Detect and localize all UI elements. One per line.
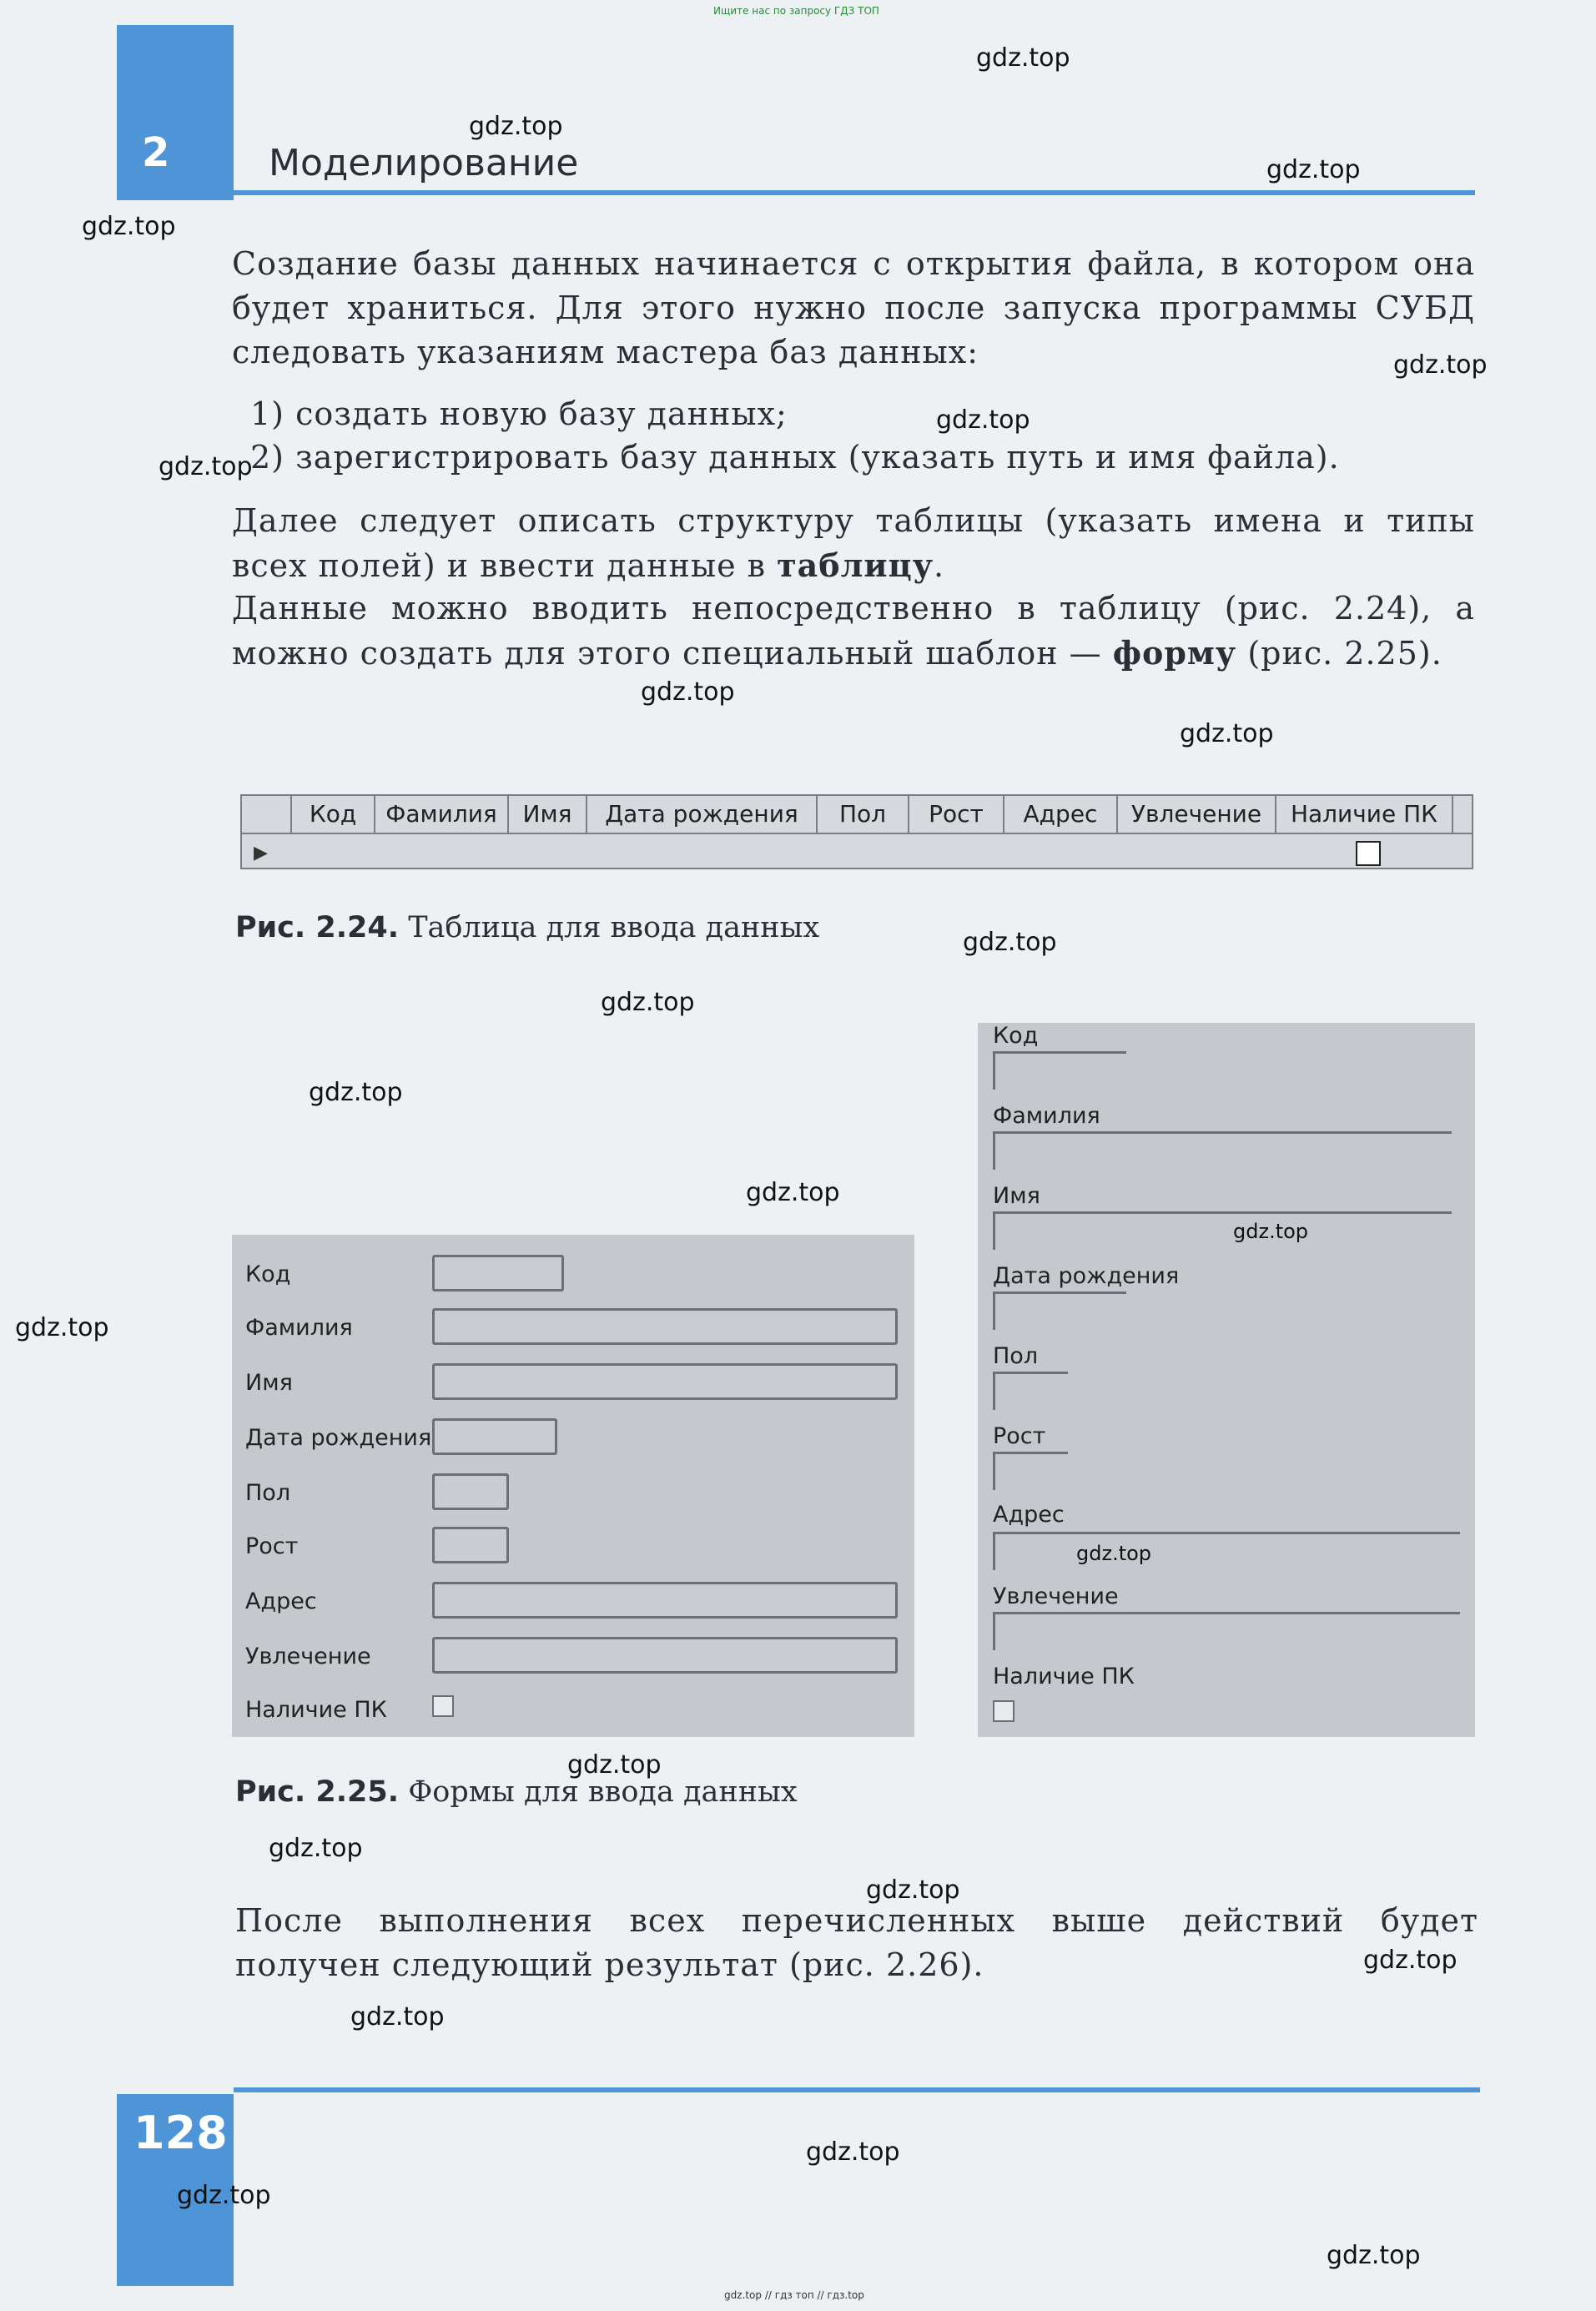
birthdate-field[interactable] xyxy=(432,1418,557,1455)
address-field[interactable] xyxy=(432,1582,898,1619)
field-label: Дата рождения xyxy=(993,1263,1180,1289)
watermark: gdz.top xyxy=(866,1875,960,1905)
column-header: Адрес xyxy=(1004,796,1118,833)
watermark: gdz.top xyxy=(469,112,563,141)
form-horizontal xyxy=(232,1235,914,1737)
has-pc-checkbox[interactable] xyxy=(432,1695,454,1717)
step-2: 2) зарегистрировать базу данных (указать путь и имя файла). xyxy=(250,439,1340,476)
watermark: gdz.top xyxy=(641,677,735,707)
figure-225-caption: Рис. 2.25. Формы для ввода данных xyxy=(235,1775,798,1809)
paragraph-2: Далее следует описать структуру таблицы (указать имена и типы всех полей) и ввести данные в таблицу. xyxy=(232,502,1475,584)
surname-field[interactable] xyxy=(993,1131,1452,1170)
watermark: gdz.top xyxy=(15,1313,109,1342)
watermark: gdz.top xyxy=(159,452,253,481)
paragraph-4: После выполнения всех перечисленных выше действий будет получен следующий результат (рис. 2.26). xyxy=(235,1902,1478,1983)
surname-field[interactable] xyxy=(432,1308,898,1345)
watermark: gdz.top xyxy=(963,928,1057,957)
field-label: Увлечение xyxy=(245,1644,371,1669)
watermark: gdz.top xyxy=(1076,1542,1152,1565)
field-label: Рост xyxy=(245,1533,299,1559)
has-pc-checkbox[interactable] xyxy=(1356,841,1381,866)
field-label: Фамилия xyxy=(245,1315,353,1341)
gender-field[interactable] xyxy=(993,1372,1068,1410)
figure-224-caption: Рис. 2.24. Таблица для ввода данных xyxy=(235,911,820,944)
row-selector-icon[interactable]: ▶ xyxy=(254,843,268,863)
watermark: gdz.top xyxy=(1327,2241,1421,2270)
chapter-number: 2 xyxy=(142,129,170,176)
step-1: 1) создать новую базу данных; xyxy=(250,395,788,432)
has-pc-checkbox[interactable] xyxy=(993,1700,1014,1722)
field-label: Наличие ПК xyxy=(993,1664,1135,1689)
row-divider xyxy=(242,833,1472,834)
watermark: gdz.top xyxy=(1233,1220,1309,1243)
field-label: Адрес xyxy=(245,1588,317,1614)
field-label: Наличие ПК xyxy=(245,1697,387,1723)
field-label: Код xyxy=(245,1261,291,1287)
paragraph-3: Данные можно вводить непосредственно в таблицу (рис. 2.24), а можно создать для этого специальный шаблон — форму (рис. 2.25). xyxy=(232,590,1475,672)
height-field[interactable] xyxy=(432,1527,509,1563)
watermark: gdz.top xyxy=(936,405,1030,435)
column-header: Увлечение xyxy=(1118,796,1276,833)
chapter-title: Моделирование xyxy=(269,142,579,184)
row-header-corner xyxy=(242,796,292,833)
watermark: gdz.top xyxy=(82,212,176,241)
address-field[interactable] xyxy=(993,1532,1460,1570)
column-header: Дата рождения xyxy=(587,796,818,833)
name-field[interactable] xyxy=(993,1211,1452,1250)
height-field[interactable] xyxy=(993,1452,1068,1490)
form-vertical xyxy=(978,1023,1475,1737)
watermark: gdz.top xyxy=(269,1834,363,1863)
column-header: Фамилия xyxy=(375,796,509,833)
watermark: gdz.top xyxy=(976,43,1070,73)
watermark: gdz.top xyxy=(309,1078,403,1107)
field-label: Рост xyxy=(993,1423,1046,1449)
header-rule xyxy=(234,190,1475,195)
column-header: Код xyxy=(292,796,375,833)
field-label: Имя xyxy=(245,1370,293,1396)
watermark: gdz.top xyxy=(1363,1946,1458,1975)
watermark: gdz.top xyxy=(746,1178,840,1207)
column-header: Наличие ПК xyxy=(1276,796,1453,833)
name-field[interactable] xyxy=(432,1363,898,1400)
data-entry-table xyxy=(240,794,1473,869)
chapter-tab xyxy=(117,25,234,200)
code-field[interactable] xyxy=(432,1255,564,1291)
field-label: Имя xyxy=(993,1183,1040,1209)
field-label: Пол xyxy=(993,1343,1039,1369)
gender-field[interactable] xyxy=(432,1473,509,1510)
column-header: Рост xyxy=(909,796,1004,833)
code-field[interactable] xyxy=(993,1051,1126,1090)
birthdate-field[interactable] xyxy=(993,1291,1126,1330)
watermark: gdz.top xyxy=(1393,350,1488,380)
field-label: Увлечение xyxy=(993,1583,1119,1609)
paragraph-1: Создание базы данных начинается с открытия файла, в котором она будет храниться. Для этого нужно после запуска программы СУБД следовать указаниям мастера баз данных: xyxy=(232,245,1475,370)
watermark: gdz.top xyxy=(350,2002,445,2032)
footer-rule xyxy=(234,2087,1480,2092)
watermark: gdz.top xyxy=(806,2137,900,2167)
watermark: gdz.top xyxy=(567,1750,662,1780)
watermark: gdz.top xyxy=(601,988,695,1017)
field-label: Дата рождения xyxy=(245,1425,432,1451)
column-header: Пол xyxy=(818,796,909,833)
field-label: Адрес xyxy=(993,1502,1065,1528)
watermark: gdz.top xyxy=(177,2181,271,2210)
hobby-field[interactable] xyxy=(993,1612,1460,1650)
field-label: Пол xyxy=(245,1480,291,1506)
bottom-notice: gdz.top // гдз топ // гдз.top xyxy=(724,2289,864,2301)
watermark: gdz.top xyxy=(1180,719,1274,748)
top-notice: Ищите нас по запросу ГДЗ ТОП xyxy=(713,5,879,17)
page-number: 128 xyxy=(133,2107,228,2159)
field-label: Код xyxy=(993,1023,1039,1049)
watermark: gdz.top xyxy=(1266,155,1361,184)
field-label: Фамилия xyxy=(993,1103,1100,1129)
column-header: Имя xyxy=(509,796,587,833)
hobby-field[interactable] xyxy=(432,1637,898,1674)
